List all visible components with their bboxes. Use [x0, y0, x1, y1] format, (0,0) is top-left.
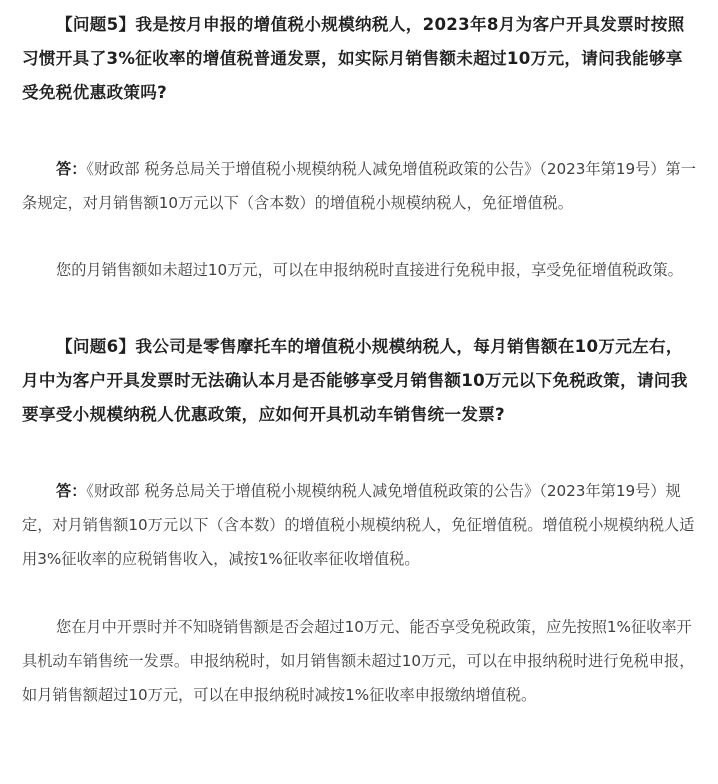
answer-5-extra: 您的月销售额如未超过10万元，可以在申报纳税时直接进行免税申报，享受免征增值税政策。: [56, 261, 683, 279]
question-6: 【问题6】我公司是零售摩托车的增值税小规模纳税人，每月销售额在10万元左右，月中为客户开具发票时无法确认本月是否能够享受月销售额10万元以下免税政策，请问我要享受小规模纳税人优惠政策，应如何开具机动车销售统一发票?: [22, 337, 688, 424]
answer-5: [22, 152, 698, 220]
answer-5-text: 《财政部 税务总局关于增值税小规模纳税人减免增值税政策的公告》（2023年第19号）第一条规定，对月销售额10万元以下（含本数）的增值税小规模纳税人，免征增值税。: [22, 160, 696, 212]
answer-6: [22, 474, 698, 576]
question-5: 【问题5】我是按月申报的增值税小规模纳税人，2023年8月为客户开具发票时按照习惯开具了3%征收率的增值税普通发票，如实际月销售额未超过10万元，请问我能够享受免税优惠政策吗?: [22, 15, 685, 102]
answer-label: 答：: [56, 482, 87, 500]
answer-6-extra: 您在月中开票时并不知晓销售额是否会超过10万元、能否享受免税政策，应先按照1%征收率开具机动车销售统一发票。申报纳税时，如月销售额未超过10万元，可以在申报纳税时进行免税申报，如月销售额超过10万元，可以在申报纳税时减按1%征收率申报缴纳增值税。: [22, 618, 695, 704]
answer-6-text: 《财政部 税务总局关于增值税小规模纳税人减免增值税政策的公告》（2023年第19号）规定，对月销售额10万元以下（含本数）的增值税小规模纳税人，免征增值税。增值税小规模纳税人适用3%征收率的应税销售收入，减按1%征收率征收增值税。: [22, 482, 695, 568]
answer-label: 答：: [56, 160, 87, 178]
